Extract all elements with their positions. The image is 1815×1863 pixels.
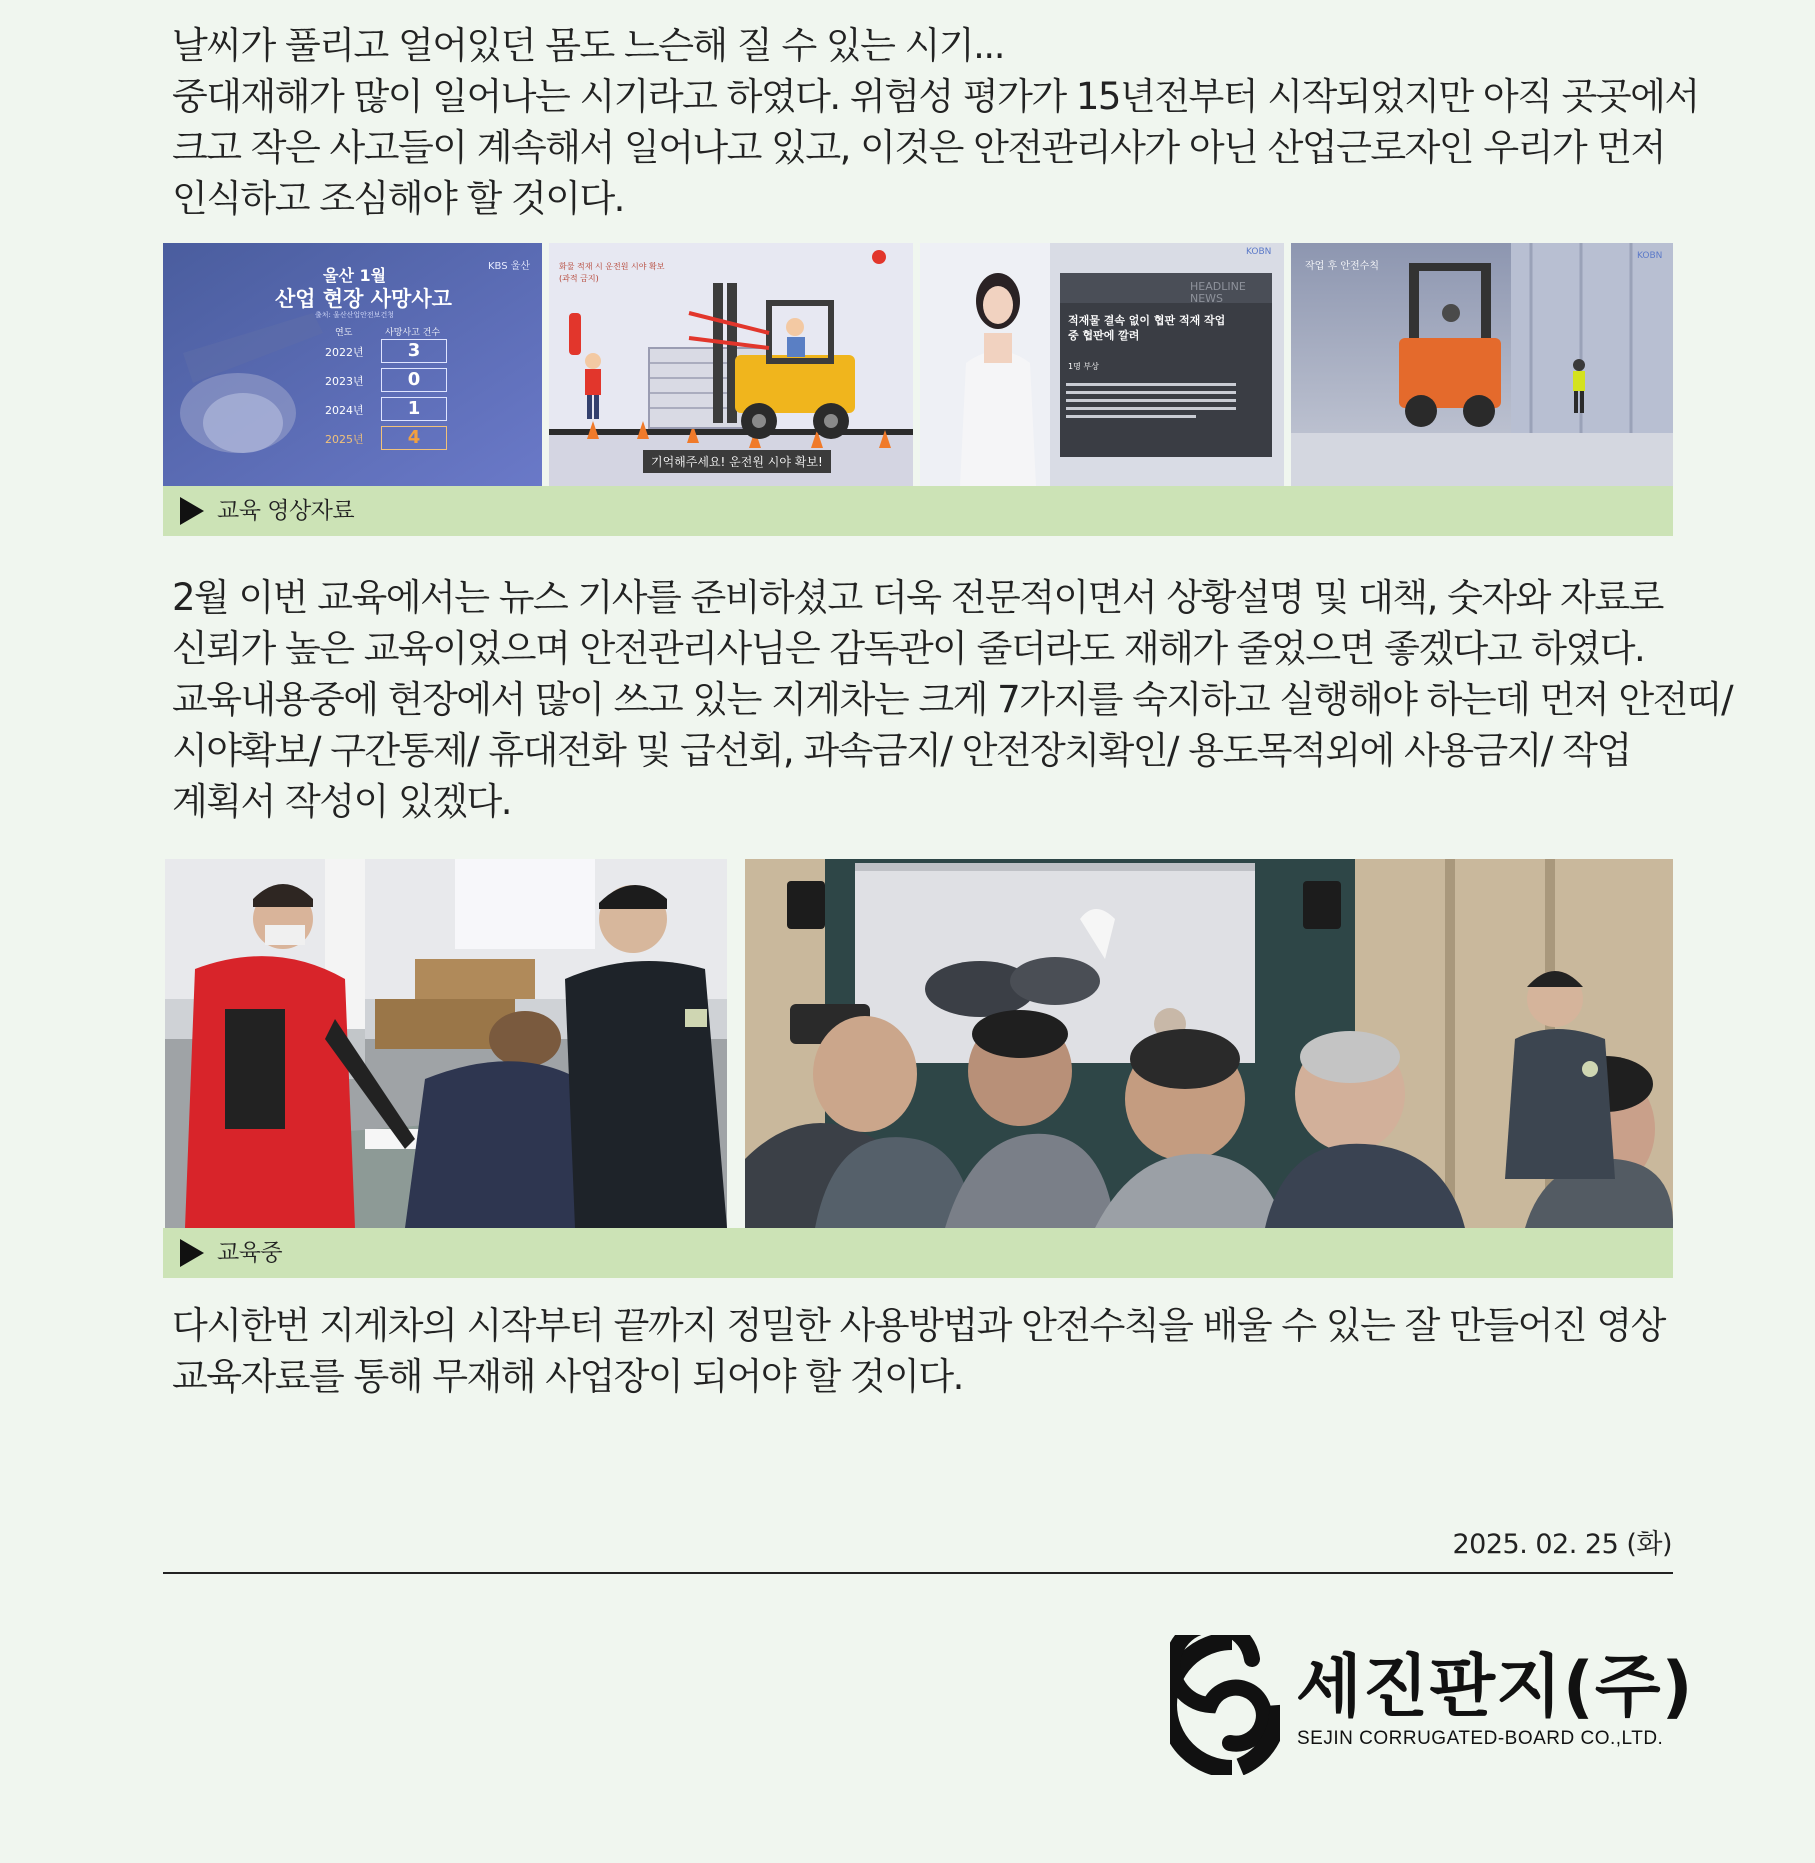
slide-caption: 기억해주세요! 운전원 시야 확보! — [643, 450, 831, 473]
body-paragraph — [172, 572, 1733, 827]
count-cell: 1 — [381, 397, 447, 421]
slide-brand: KOBN — [1637, 251, 1663, 261]
year-cell: 2023년 — [325, 375, 364, 388]
divider — [163, 1572, 1673, 1574]
table-row — [315, 397, 457, 421]
year-cell: 2024년 — [325, 404, 364, 417]
video-caption-bar — [163, 486, 1673, 536]
slide-brand: KOBN — [1246, 247, 1272, 257]
closing-line: 다시한번 지게차의 시작부터 끝까지 정밀한 사용방법과 안전수칙을 배울 수 있는 잘 만들어진 영상 — [172, 1304, 1665, 1347]
video-still-news-anchor — [920, 243, 1284, 486]
photo-training-lecture — [745, 859, 1673, 1228]
slide-source: 출처: 울산산업안전보건청 — [315, 311, 394, 319]
slide-title: 울산 1월 — [323, 266, 387, 285]
video-still-statistics — [163, 243, 542, 486]
slide-header: 화물 적재 시 운전원 시야 확보 — [559, 262, 665, 271]
photo-training-table — [165, 859, 727, 1228]
body-line: 계획서 작성이 있겠다. — [172, 780, 511, 823]
photo-caption-bar — [163, 1228, 1673, 1278]
video-still-forklift-illustration — [549, 243, 913, 486]
intro-paragraph — [172, 20, 1699, 224]
slide-sub: 1명 부상 — [1068, 362, 1099, 371]
slide-brand: KBS 울산 — [488, 261, 531, 272]
company-logo-icon — [1170, 1635, 1280, 1775]
slide-headline-en: HEADLINE NEWS — [1190, 280, 1246, 305]
company-name-english: SEJIN CORRUGATED-BOARD CO.,LTD. — [1297, 1728, 1664, 1749]
year-cell: 2025년 — [325, 433, 364, 446]
table-row — [315, 368, 457, 392]
video-still-warehouse-forklift — [1291, 243, 1673, 486]
slide-header-sub: (과적 금지) — [559, 274, 599, 283]
caption-text: 교육중 — [217, 1240, 283, 1266]
company-name: 세진판지(주) — [1296, 1648, 1694, 1727]
table-row — [315, 339, 457, 363]
closing-line: 교육자료를 통해 무재해 사업장이 되어야 할 것이다. — [172, 1355, 963, 1398]
play-icon — [180, 497, 204, 525]
slide-label: 작업 후 안전수칙 — [1305, 261, 1379, 272]
video-screenshot-strip — [163, 243, 1673, 486]
year-cell: 2022년 — [325, 346, 364, 359]
table-header: 사망사고 건수 — [385, 328, 441, 338]
intro-line: 인식하고 조심해야 할 것이다. — [172, 177, 624, 220]
count-cell: 4 — [381, 426, 447, 450]
closing-paragraph — [172, 1300, 1682, 1402]
caption-text: 교육 영상자료 — [217, 498, 355, 524]
intro-line: 크고 작은 사고들이 계속해서 일어나고 있고, 이것은 안전관리사가 아닌 산업근로자인 우리가 먼저 — [172, 126, 1665, 169]
body-line: 2월 이번 교육에서는 뉴스 기사를 준비하셨고 더욱 전문적이면서 상황설명 및 대책, 숫자와 자료로 — [172, 576, 1663, 619]
count-cell: 3 — [381, 339, 447, 363]
body-line: 신뢰가 높은 교육이었으며 안전관리사님은 감독관이 줄더라도 재해가 줄었으면 좋겠다고 하였다. — [172, 627, 1645, 670]
body-line: 교육내용중에 현장에서 많이 쓰고 있는 지게차는 크게 7가지를 숙지하고 실행해야 하는데 먼저 안전띠/ — [172, 678, 1733, 721]
slide-headline: 적재물 결속 없이 협판 적재 작업 중 협판에 깔려 — [1068, 314, 1226, 342]
publish-date: 2025. 02. 25 (화) — [1452, 1529, 1672, 1560]
play-icon — [180, 1239, 204, 1267]
table-header: 연도 — [335, 328, 353, 338]
slide-title: 산업 현장 사망사고 — [275, 287, 452, 311]
table-row — [315, 426, 457, 450]
intro-line: 중대재해가 많이 일어나는 시기라고 하였다. 위험성 평가가 15년전부터 시작되었지만 아직 곳곳에서 — [172, 75, 1699, 118]
body-line: 시야확보/ 구간통제/ 휴대전화 및 급선회, 과속금지/ 안전장치확인/ 용도목적외에 사용금지/ 작업 — [172, 729, 1631, 772]
count-cell: 0 — [381, 368, 447, 392]
intro-line: 날씨가 풀리고 얼어있던 몸도 느슨해 질 수 있는 시기... — [172, 24, 1004, 67]
